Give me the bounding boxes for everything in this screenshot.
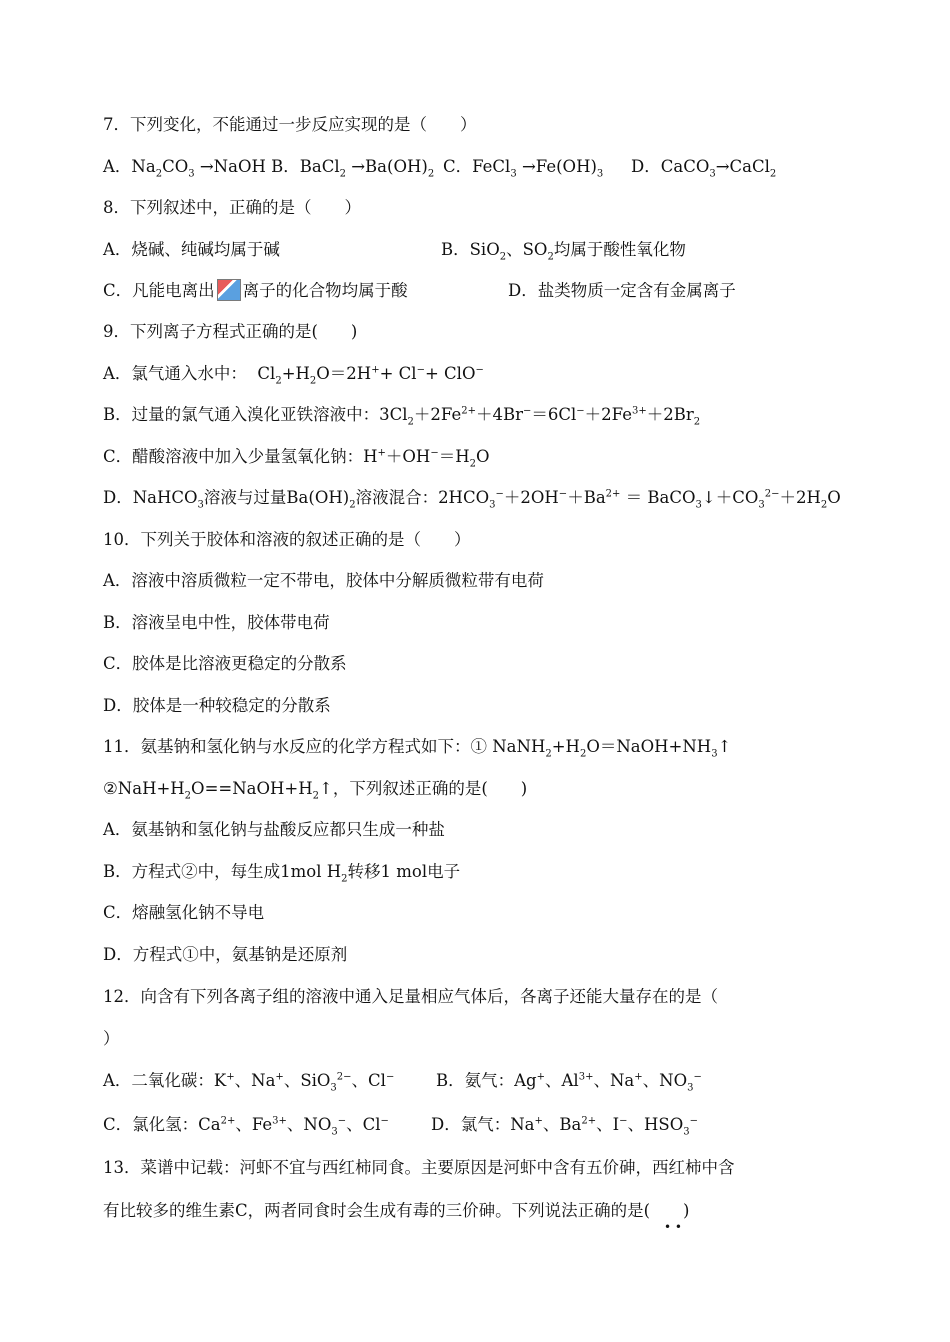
- q12-option-c: C．氯化氢：$Ca^{2+}$、$Fe^{3+}$、$NO_3^-$、Cl−: [103, 1115, 389, 1138]
- q9-option-b: B．过量的氯气通入溴化亚铁溶液中：$3Cl_2+2Fe^{2+}+4Br^-=6Cl^-+2Fe^{3+}+2Br_2$: [103, 405, 701, 428]
- q8-option-b: B．SiO$_2$、$SO_2$均属于酸性氧化物: [441, 240, 686, 263]
- q11-stem-line2: $②NaH+H_2O==NaOH+H_2↑$，下列叙述正确的是( ): [103, 779, 528, 802]
- q7-stem: 7．下列变化，不能通过一步反应实现的是（ ）: [103, 115, 477, 134]
- q11-stem-line1: 11．氨基钠和氢化钠与水反应的化学方程式如下：① $NaNH_2+H_2O=NaOH+NH_3↑$: [103, 737, 732, 760]
- broken-image-icon: [217, 279, 241, 301]
- q13-line1: 13．菜谱中记载：河虾不宜与西红柿同食。主要原因是河虾中含有五价砷，西红柿中含: [103, 1158, 735, 1177]
- q8-option-a: A．烧碱、纯碱均属于碱: [103, 240, 280, 259]
- q9-stem: 9．下列离子方程式正确的是( ): [103, 322, 358, 341]
- q13-line2: 有比较多的维生素C，两者同食时会生成有毒的三价砷。下列说法正确的是( ): [103, 1201, 690, 1220]
- q8-stem: 8．下列叙述中，正确的是（ ）: [103, 198, 361, 217]
- q12-stem: 12．向含有下列各离子组的溶液中通入足量相应气体后，各离子还能大量存在的是（: [103, 987, 718, 1006]
- q10-option-d: D．胶体是一种较稳定的分散系: [103, 696, 331, 715]
- q7-options: A．$Na_2CO_3$ →NaOH B．BaCl$_2$ $\to Ba(OH)_2$ C．FeCl$_3$ $\to Fe(OH)_3$ D．CaCO$_3$→CaCl$_2$: [103, 157, 777, 180]
- q12-options-cd: [103, 1111, 855, 1139]
- q12-options-ab: [103, 1067, 855, 1095]
- q10-option-c: C．胶体是比溶液更稳定的分散系: [103, 654, 347, 673]
- q9-option-a: A．氯气通入水中： $Cl_2+H_2O=2H^++ Cl^-+ ClO^-$: [103, 364, 484, 387]
- q10-option-a: A．溶液中溶质微粒一定不带电，胶体中分解质微粒带有电荷: [103, 571, 544, 590]
- q9-option-d: D．NaHCO$_3$溶液与过量$Ba(OH)_2$溶液混合：$2HCO_3^-+2OH^-+Ba^{2+}$ ＝ $BaCO_3↓+CO_3^{2-}+2H_2O$: [103, 488, 841, 511]
- q12-option-a: A．二氧化碳：K+、Na+、SiO$_3^{2-}$、Cl−: [103, 1071, 395, 1094]
- q11-option-c: C．熔融氢化钠不导电: [103, 903, 265, 922]
- q12-option-d: D．氯气：Na+、$Ba^{2+}$、I−、$HSO_3^-$: [431, 1115, 699, 1138]
- q11-option-d: D．方程式①中，氨基钠是还原剂: [103, 945, 348, 964]
- q9-option-c: C．醋酸溶液中加入少量氢氧化钠：$H^++OH^-=H_2O$: [103, 447, 490, 470]
- q8-options-cd: [103, 277, 855, 305]
- q11-option-a: A．氨基钠和氢化钠与盐酸反应都只生成一种盐: [103, 820, 445, 839]
- q10-option-b: B．溶液呈电中性，胶体带电荷: [103, 613, 330, 632]
- q12-option-b: B．氨气：Ag+、$Al^{3+}$、Na+、$NO_3^-$: [436, 1071, 702, 1094]
- q11-option-b: B．方程式②中，每生成1mol $H_2$转移1 mol电子: [103, 862, 461, 885]
- emphasis-dots: • •: [664, 1220, 682, 1234]
- q8-option-c: C．凡能电离出 离子的化合物均属于酸: [103, 281, 408, 300]
- q8-option-d: D．盐类物质一定含有金属离子: [508, 281, 736, 300]
- q12-stem-end: ）: [103, 1029, 120, 1048]
- q10-stem: 10．下列关于胶体和溶液的叙述正确的是（ ）: [103, 530, 471, 549]
- q8-options-ab: [103, 236, 855, 264]
